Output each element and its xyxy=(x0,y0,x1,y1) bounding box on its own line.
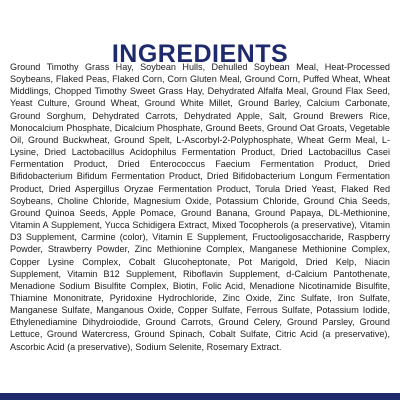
ingredients-list: Ground Timothy Grass Hay, Soybean Hulls, Dehulled Soybean Meal, Heat-Processed Soybeans, Flaked Peas, Flaked Corn, Corn Gluten Meal, Ground Corn, Puffed Wheat, Wheat Middlings, Chopped Timothy Sweet Grass Hay, Dehydrated Alfalfa Meal, Ground Flax Seed, Yeast Culture, Ground Wheat, Ground White Millet, Ground Barley, Calcium Carbonate, Ground Sorghum, Dehydrated Carrots, Dehydrated Apple, Salt, Ground Brewers Rice, Monocalcium Phosphate, Dicalcium Phosphate, Ground Beets, Ground Oat Groats, Vegetable Oil, Ground Buckwheat, Ground Spelt, L-Ascorbyl-2-Polyphosphate, Wheat Germ Meal, L-Lysine, Dried Lactobacillus Acidophilus Fermentation Product, Dried Lactobacillus Casei Fermentation Product, Dried Enterococcus Faecium Fermentation Product, Dried Bifidobacterium Bifidum Fermentation Product, Dried Bifidobacterium Longum Fermentation Product, Dried Aspergillus Oryzae Fermentation Product, Torula Dried Yeast, Flaked Red Soybeans, Choline Chloride, Magnesium Oxide, Potassium Chloride, Ground Chia Seeds, Ground Quinoa Seeds, Apple Pomace, Ground Banana, Ground Papaya, DL-Methionine, Vitamin A Supplement, Yucca Schidigera Extract, Mixed Tocopherols (a preservative), Vitamin D3 Supplement, Carmine (color), Vitamin E Supplement, Fructooligosaccharide, Raspberry Powder, Strawberry Powder, Zinc Methionine Complex, Manganese Methionine Complex, Copper Lysine Complex, Cobalt Glucoheptonate, Pot Marigold, Dried Kelp, Niacin Supplement, Vitamin B12 Supplement, Riboflavin Supplement, d-Calcium Pantothenate, Menadione Sodium Bisulfite Complex, Biotin, Folic Acid, Menadione Nicotinamide Bisulfite, Thiamine Mononitrate, Pyridoxine Hydrochloride, Zinc Oxide, Zinc Sulfate, Iron Sulfate, Manganese Sulfate, Manganous Oxide, Copper Sulfate, Ferrous Sulfate, Potassium Iodide, Ethylenediamine Dihydroiodide, Ground Carrots, Ground Celery, Ground Parsley, Ground Lettuce, Ground Watercress, Ground Spinach, Cobalt Sulfate, Citric Acid (a preservative), Ascorbic Acid (a preservative), Sodium Selenite, Rosemary Extract. xyxy=(10,62,390,352)
page-title: INGREDIENTS xyxy=(111,39,289,68)
bottom-accent-bar xyxy=(0,393,400,400)
